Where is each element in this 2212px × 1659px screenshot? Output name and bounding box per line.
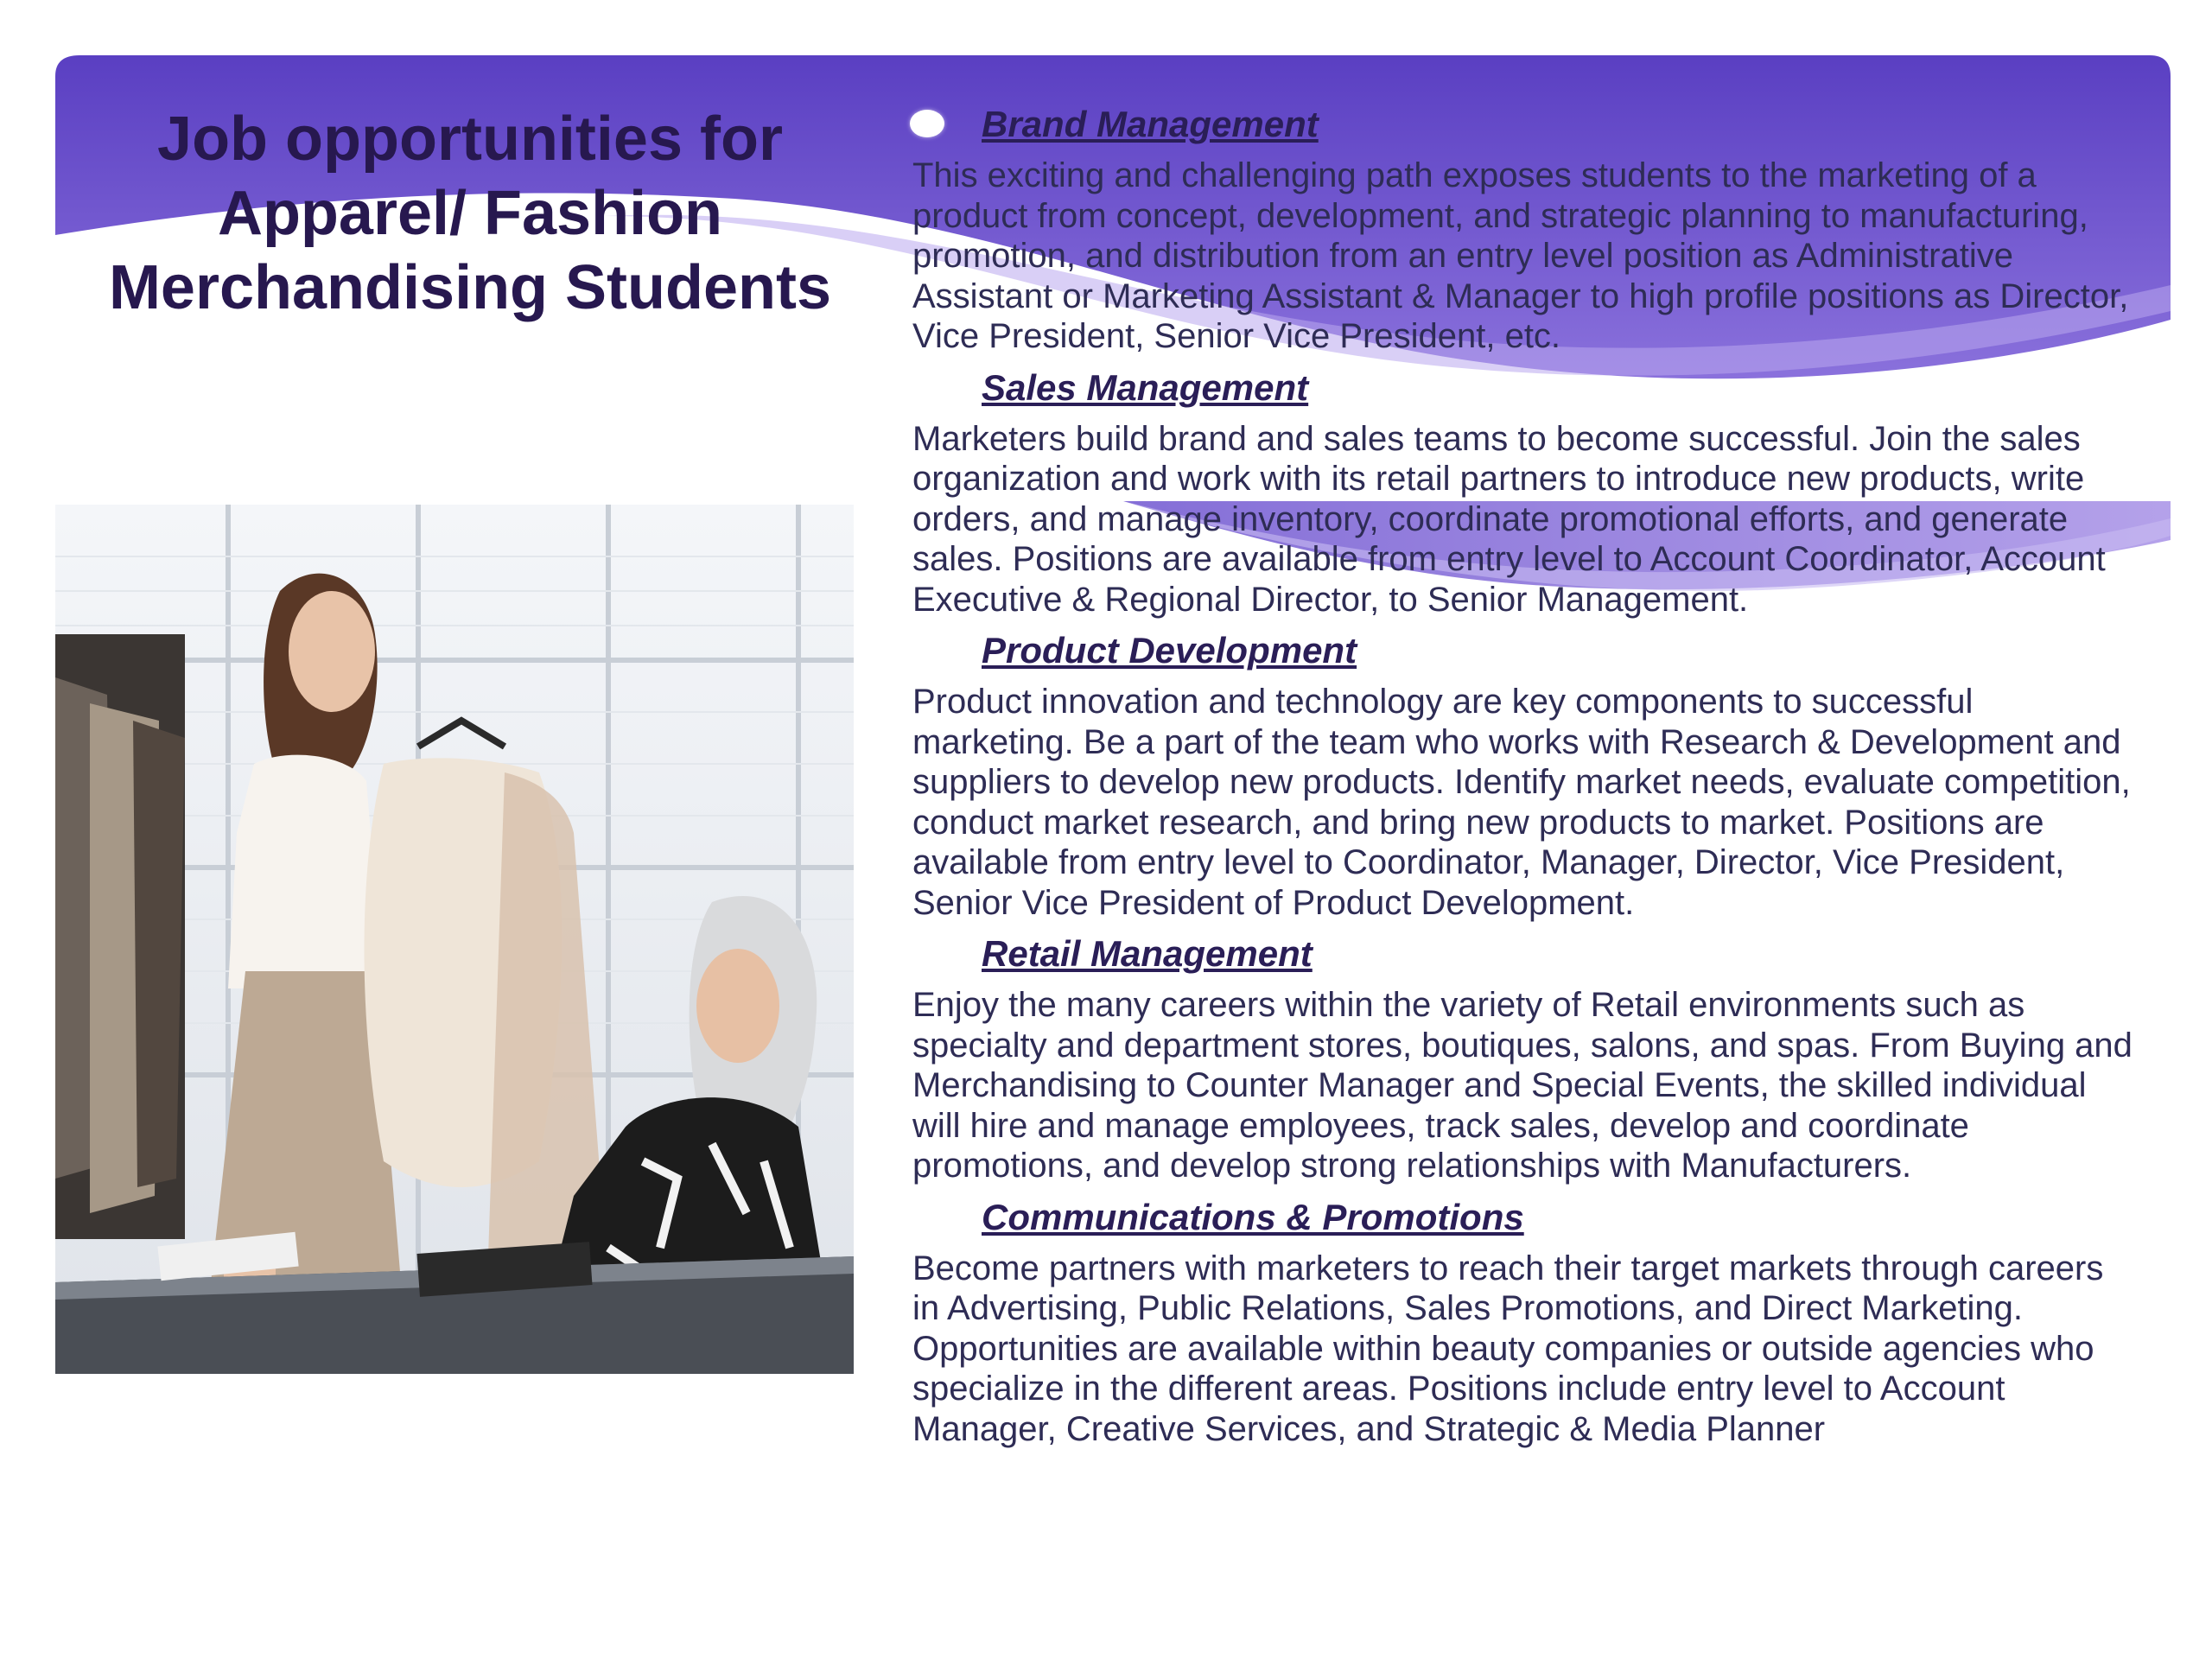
heading-text: Communications & Promotions [982,1196,1524,1237]
section-body-sales-management: Marketers build brand and sales teams to become successful. Join the sales organization and work with its retail partners to introduce new products, write orders, and manage inventory, coordinate promotional efforts, and generate sales. Positions are available from entry level to Account Coordinator, Account Executive & Regional Director, to Senior Management. [912,419,2106,619]
title-line-2: Apparel/ Fashion [217,179,723,248]
heading-text: Retail Management [982,933,1313,974]
bullet-icon [912,112,942,135]
slide-title [55,102,885,325]
title-line-1: Job opportunities for [157,105,783,174]
section-heading-sales-management [912,365,2139,410]
section-heading-communications-promotions [912,1195,2139,1240]
section-body-communications-promotions: Become partners with marketers to reach their target markets through careers in Advertising, Public Relations, Sales Promotions, and Direct Marketing. Opportunities are available within beauty companies or outside agencies who specialize in the different areas. Positions include entry level to Account Manager, Creative Services, and Strategic & Media Planner [912,1249,2104,1448]
fashion-photo [55,505,854,1374]
section-heading-brand-management [912,102,2139,147]
section-body-product-development: Product innovation and technology are key components to successful marketing. Be a part of the team who works with Research & Development and suppliers to develop new products. Identify market needs, evaluate competition, conduct market research, and bring new products to market. Positions are available from entry level to Coordinator, Manager, Director, Vice President, Senior Vice President of Product Development. [912,683,2131,922]
section-body-retail-management: Enjoy the many careers within the variety of Retail environments such as specialty and department stores, boutiques, salons, and spas. From Buying and Merchandising to Counter Manager and Special Events, the skilled individual will hire and manage employees, track sales, develop and coordinate promotions, and develop strong relationships with Manufacturers. [912,986,2133,1185]
section-heading-retail-management [912,931,2139,976]
section-body-brand-management: This exciting and challenging path exposes students to the marketing of a product from concept, development, and strategic planning to manufacturing, promotion, and distribution from an entry level position as Administrative Assistant or Marketing Assistant & Manager to high profile positions as Director, Vice President, Senior Vice President, etc. [912,156,2129,355]
career-sections [912,102,2139,1458]
heading-text: Product Development [982,630,1357,671]
section-heading-product-development [912,628,2139,673]
title-line-3: Merchandising Students [108,253,832,322]
heading-text: Brand Management [982,104,1319,144]
heading-text: Sales Management [982,366,1309,408]
fashion-photo-icon [55,505,854,1374]
